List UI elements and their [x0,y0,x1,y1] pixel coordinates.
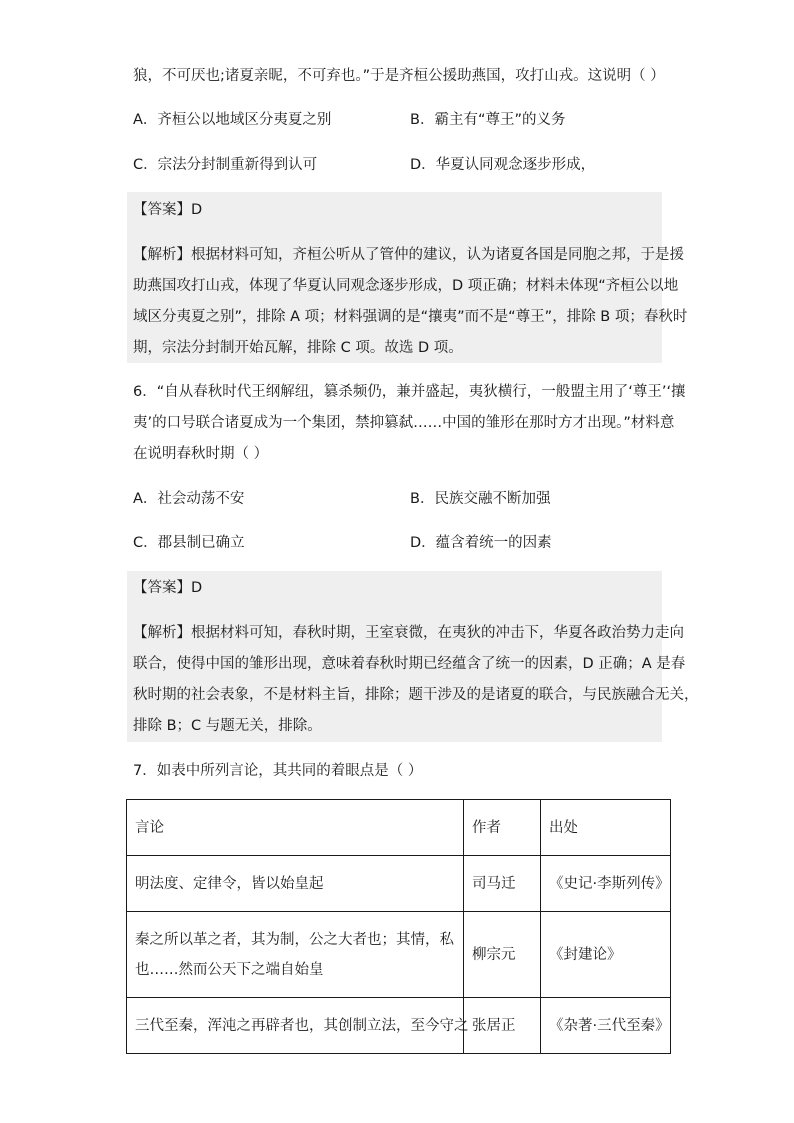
header-author: 作者 [464,800,541,856]
table-header-row [127,800,671,856]
q6-option-a: A．社会动荡不安 [133,491,245,507]
q5-analysis-line: 【解析】根据材料可知，齐桓公听从了管仲的建议，认为诸夏各国是同胞之邦，于是援 [133,247,684,263]
quotes-table [126,799,671,1054]
q5-stem: 狼，不可厌也;诸夏亲昵，不可弃也。”于是齐桓公援助燕国，攻打山戎。这说明（ ） [133,68,665,84]
q7-stem: 7．如表中所列言论，其共同的着眼点是（ ） [133,763,423,779]
table-row [127,998,671,1054]
source-cell: 《杂著·三代至秦》 [541,998,671,1054]
q6-option-d: D．蕴含着统一的因素 [410,535,552,551]
table-row [127,856,671,912]
q6-analysis-line: 秋时期的社会表象，不是材料主旨，排除；题干涉及的是诸夏的联合，与民族融合无关， [133,687,699,703]
q6-option-c: C．郡县制已确立 [133,535,245,551]
q5-answer: 【答案】D [133,202,203,218]
q5-option-c: C．宗法分封制重新得到认可 [133,157,318,173]
q6-stem-line: 在说明春秋时期（ ） [133,446,269,462]
author-cell: 司马迁 [464,856,541,912]
q5-analysis-line: 域区分夷夏之别”，排除 A 项；材料强调的是“攘夷”而不是“尊王”，排除 B 项；春秋时 [133,309,688,325]
q6-analysis-line: 联合，使得中国的雏形出现，意味着春秋时期已经蕴含了统一的因素，D 正确；A 是春 [133,656,686,672]
quote-line: 秦之所以革之者，其为制，公之大者也；其情，私 [135,931,454,948]
q6-stem-line: 6．“自从春秋时代王纲解纽，篡杀频仍，兼并盛起，夷狄横行，一般盟主用了‘尊王’‘攘 [133,384,686,400]
table-row [127,912,671,998]
q5-option-b: B．霸主有“尊王”的义务 [410,112,566,128]
author-cell: 张居正 [464,998,541,1054]
quote-cell [127,912,464,998]
header-source: 出处 [541,800,671,856]
header-quote: 言论 [127,800,464,856]
quote-cell: 明法度、定律令，皆以始皇起 [127,856,464,912]
quote-line: 也……然而公天下之端自始皇 [135,961,324,978]
q6-answer: 【答案】D [133,580,203,596]
source-cell: 《封建论》 [541,912,671,998]
author-cell: 柳宗元 [464,912,541,998]
q6-analysis-line: 排除 B；C 与题无关，排除。 [133,718,322,734]
q5-analysis-line: 助燕国攻打山戎，体现了华夏认同观念逐步形成，D 项正确；材料未体现“齐桓公以地 [133,278,679,294]
source-cell: 《史记·李斯列传》 [541,856,671,912]
q6-stem-line: 夷’的口号联合诸夏成为一个集团，禁抑篡弑……中国的雏形在那时方才出现。”材料意 [133,415,675,431]
q6-option-b: B．民族交融不断加强 [410,491,551,507]
quote-cell: 三代至秦，浑沌之再辟者也，其创制立法，至今守之 [127,998,464,1054]
q5-analysis-line: 期，宗法分封制开始瓦解，排除 C 项。故选 D 项。 [133,340,463,356]
q6-analysis-line: 【解析】根据材料可知，春秋时期，王室衰微，在夷狄的冲击下，华夏各政治势力走向 [133,625,684,641]
q5-option-a: A．齐桓公以地域区分夷夏之别 [133,112,332,128]
q5-option-d: D．华夏认同观念逐步形成， [410,157,596,173]
